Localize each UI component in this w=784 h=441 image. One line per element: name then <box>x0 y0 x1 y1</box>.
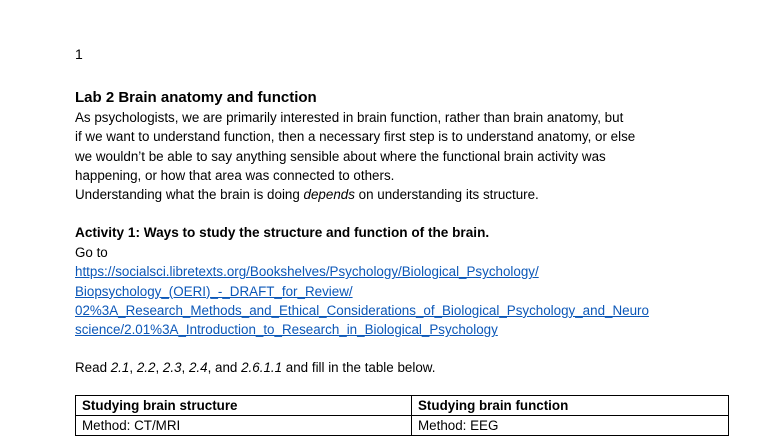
document-page <box>75 44 735 378</box>
go-to-text: Go to <box>75 244 108 260</box>
section-2-3: 2.3 <box>162 360 182 376</box>
table-header-row <box>76 396 729 416</box>
understanding-sentence <box>75 185 735 204</box>
read-sep-4: , and <box>207 360 242 376</box>
lab-title: Lab 2 Brain anatomy and function <box>75 89 317 106</box>
libretexts-link[interactable] <box>75 262 735 339</box>
link-line-2[interactable]: Biopsychology_(OERI)_-_DRAFT_for_Review/ <box>75 283 353 299</box>
section-2-4: 2.4 <box>188 360 208 376</box>
blank-line-2 <box>75 339 735 358</box>
intro-line-1: As psychologists, we are primarily interested in brain function, rather than brain anatomy, but <box>75 110 624 125</box>
intro-line-3: we wouldn’t be able to say anything sensible about where the functional brain activity was <box>75 148 606 164</box>
link-line-3[interactable]: 02%3A_Research_Methods_and_Ethical_Considerations_of_Biological_Psychology_and_Neuro <box>75 302 649 318</box>
section-2-1: 2.1 <box>110 360 130 376</box>
read-suffix: and fill in the table below. <box>282 360 436 376</box>
understanding-emphasis: depends <box>303 187 355 203</box>
read-prefix: Read <box>75 360 111 376</box>
header-brain-function: Studying brain function <box>412 396 729 416</box>
activity-heading: Activity 1: Ways to study the structure and function of the brain. <box>75 225 490 241</box>
page-number: 1 <box>75 46 83 62</box>
understanding-before: Understanding what the brain is doing <box>75 187 304 203</box>
cell-function-method[interactable]: Method: EEG <box>412 416 729 436</box>
table-row <box>76 416 729 436</box>
cell-structure-method[interactable]: Method: CT/MRI <box>76 416 412 436</box>
read-sep-3: , <box>181 360 189 376</box>
intro-line-4: happening, or how that area was connected to others. <box>75 167 395 183</box>
header-brain-structure: Studying brain structure <box>76 396 412 416</box>
intro-paragraph <box>75 108 735 185</box>
blank-line <box>75 204 735 223</box>
read-sep-1: , <box>129 360 137 376</box>
understanding-after: on understanding its structure. <box>354 187 539 203</box>
read-sep-2: , <box>155 360 163 376</box>
intro-line-2: if we want to understand function, then a necessary first step is to understand anatomy, or else <box>75 129 636 145</box>
link-line-4[interactable]: science/2.01%3A_Introduction_to_Research_in_Biological_Psychology <box>75 322 498 338</box>
section-2-2: 2.2 <box>136 360 156 376</box>
read-instruction <box>75 358 735 377</box>
section-2-6-1-1: 2.6.1.1 <box>241 360 283 376</box>
link-line-1[interactable]: https://socialsci.libretexts.org/Bookshelves/Psychology/Biological_Psychology/ <box>75 264 539 280</box>
methods-table <box>75 395 729 436</box>
